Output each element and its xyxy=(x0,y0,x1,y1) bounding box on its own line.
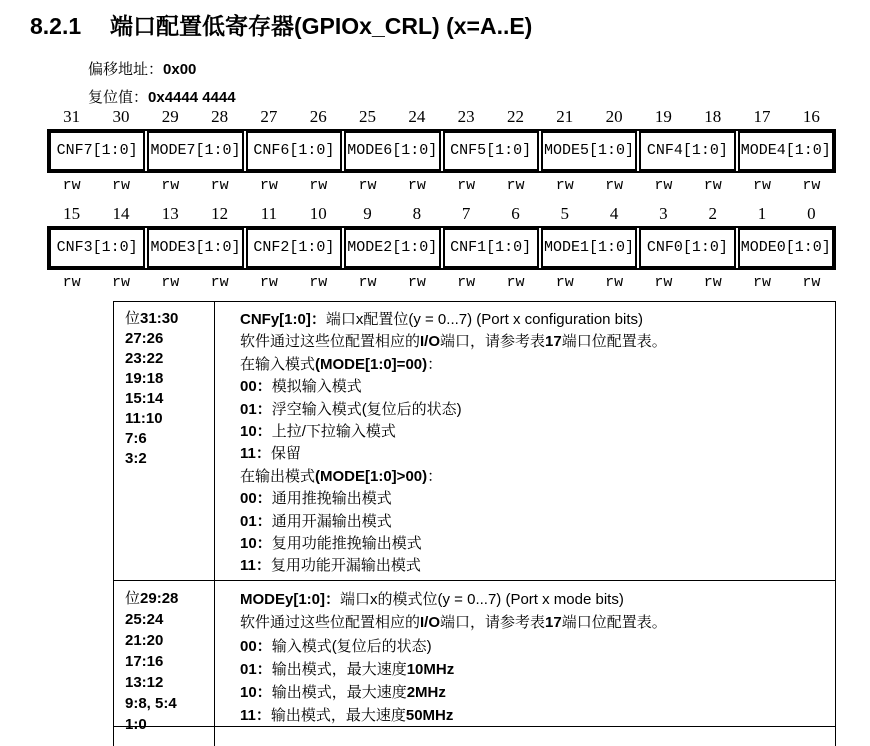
bit-field-cell: CNF4[1:0] xyxy=(639,131,735,171)
access-type: rw xyxy=(654,177,673,194)
bit-number: 9 xyxy=(363,204,372,223)
bit-fields-row xyxy=(47,129,836,173)
desc-line xyxy=(240,555,835,577)
text-segment: 通用推挽输出模式 xyxy=(271,490,392,508)
access-type: rw xyxy=(753,274,772,291)
access-type: rw xyxy=(605,177,624,194)
text-segment: 25:24 xyxy=(125,611,164,628)
desc-line xyxy=(240,331,835,353)
bit-number: 6 xyxy=(511,204,520,223)
register-row-group xyxy=(47,205,836,291)
access-type: rw xyxy=(111,177,130,194)
desc-line xyxy=(125,588,214,609)
text-segment: 29:28 xyxy=(140,590,179,607)
access-type: rw xyxy=(309,177,328,194)
text-segment: 输出模式，最大速度 xyxy=(270,707,406,725)
desc-line xyxy=(240,635,835,658)
bit-number: 8 xyxy=(412,204,422,223)
text-segment: I/O xyxy=(420,614,441,632)
text-segment: 模拟输入模式 xyxy=(271,378,362,396)
access-type: rw xyxy=(457,177,476,194)
text-segment: 50MHz xyxy=(405,707,454,725)
access-type: rw xyxy=(210,177,229,194)
text-segment: 通用开漏输出模式 xyxy=(271,512,392,530)
desc-line xyxy=(125,429,214,449)
access-type: rw xyxy=(259,274,278,291)
bit-fields-row xyxy=(47,226,836,270)
bit-number: 21 xyxy=(556,107,574,126)
description-table xyxy=(113,301,836,746)
access-type: rw xyxy=(210,274,229,291)
desc-bits-cell xyxy=(114,302,215,580)
access-type: rw xyxy=(555,177,574,194)
text-segment: 复用功能开漏输出模式 xyxy=(270,557,421,575)
bit-number: 4 xyxy=(609,204,619,223)
text-segment: 19:18 xyxy=(125,370,164,387)
text-segment: 27:26 xyxy=(125,330,164,347)
desc-line xyxy=(240,611,835,634)
text-segment: 01： xyxy=(240,400,272,418)
text-segment: MODEy[1:0]： xyxy=(240,591,341,608)
desc-line xyxy=(240,421,835,443)
bit-number: 1 xyxy=(757,204,767,223)
bit-number: 7 xyxy=(461,204,471,223)
bit-field-cell: MODE4[1:0] xyxy=(738,131,834,171)
text-segment: 输入模式(复位后的状态) xyxy=(271,637,432,655)
bit-number: 30 xyxy=(112,107,130,126)
text-segment: 10： xyxy=(240,423,272,441)
text-segment: I/O xyxy=(420,333,441,351)
access-row xyxy=(47,275,836,291)
bit-number: 26 xyxy=(309,107,327,126)
access-type: rw xyxy=(407,274,426,291)
desc-line xyxy=(240,588,835,611)
bit-number: 14 xyxy=(112,204,130,223)
section-heading xyxy=(30,8,532,41)
desc-line xyxy=(240,399,835,421)
text-segment: 11： xyxy=(240,707,271,725)
bit-number: 3 xyxy=(659,204,668,223)
text-segment: 10： xyxy=(240,535,272,553)
access-type: rw xyxy=(358,177,377,194)
bit-number: 29 xyxy=(161,107,179,126)
text-segment: 端口x的模式位(y = 0...7) (Port x mode bits) xyxy=(340,591,624,608)
text-segment: 上拉/下拉输入模式 xyxy=(271,423,396,441)
text-segment: 13:12 xyxy=(125,674,164,691)
desc-line xyxy=(240,376,835,398)
bit-number: 0 xyxy=(807,204,816,223)
bit-number: 28 xyxy=(211,107,229,126)
access-type: rw xyxy=(506,274,525,291)
bit-number: 24 xyxy=(408,107,426,126)
text-segment: 00： xyxy=(240,490,272,508)
desc-line xyxy=(240,681,835,704)
bit-number: 20 xyxy=(605,107,623,126)
offset-address-line xyxy=(88,58,196,79)
desc-line xyxy=(240,466,835,488)
bit-number: 11 xyxy=(260,204,278,223)
text-segment: 软件通过这些位配置相应的 xyxy=(240,333,421,351)
bit-numbers-row xyxy=(47,108,836,126)
access-type: rw xyxy=(407,177,426,194)
text-segment: 在输出模式 xyxy=(240,467,316,485)
text-segment: 在输入模式 xyxy=(240,355,316,373)
access-type: rw xyxy=(703,177,722,194)
text-segment: 保留 xyxy=(270,445,301,463)
access-type: rw xyxy=(161,177,180,194)
reset-value-line xyxy=(88,86,236,107)
text-segment: 9:8, 5:4 xyxy=(125,695,177,712)
text-segment: 7:6 xyxy=(125,430,147,447)
text-segment: 17:16 xyxy=(125,653,164,670)
access-type: rw xyxy=(62,177,81,194)
access-type: rw xyxy=(309,274,328,291)
text-segment: 端口，请参考表 xyxy=(440,333,546,351)
text-segment: 位 xyxy=(125,310,141,327)
desc-line xyxy=(125,693,214,714)
text-segment: 端口，请参考表 xyxy=(440,614,546,632)
text-segment: 21:20 xyxy=(125,632,164,649)
bit-number: 22 xyxy=(506,107,524,126)
desc-line xyxy=(125,630,214,651)
desc-row-cutoff xyxy=(114,727,835,746)
desc-line xyxy=(240,309,835,331)
text-segment: 端口位配置表。 xyxy=(561,614,667,632)
desc-line xyxy=(125,651,214,672)
text-segment: 31:30 xyxy=(140,310,179,327)
desc-line xyxy=(125,409,214,429)
text-segment: 11： xyxy=(240,557,271,575)
text-segment: 11:10 xyxy=(125,410,163,427)
text-segment: 位 xyxy=(125,590,141,607)
offset-label: 偏移地址： xyxy=(88,61,164,78)
desc-line xyxy=(125,672,214,693)
desc-text-cell xyxy=(215,581,835,726)
bit-field-cell: MODE2[1:0] xyxy=(344,228,440,268)
access-type: rw xyxy=(161,274,180,291)
bit-number: 18 xyxy=(704,107,722,126)
bit-field-cell: MODE5[1:0] xyxy=(541,131,637,171)
text-segment: 软件通过这些位配置相应的 xyxy=(240,614,421,632)
bit-number: 27 xyxy=(260,107,278,126)
bit-field-cell: CNF0[1:0] xyxy=(639,228,735,268)
text-segment: 3:2 xyxy=(125,450,147,467)
bit-field-cell: MODE6[1:0] xyxy=(344,131,440,171)
section-number: 8.2.1 xyxy=(30,13,82,39)
bit-field-cell: CNF1[1:0] xyxy=(443,228,539,268)
bit-number: 13 xyxy=(161,204,179,223)
bit-number: 17 xyxy=(753,107,771,126)
desc-line xyxy=(125,309,214,329)
text-segment: ： xyxy=(427,355,443,373)
access-type: rw xyxy=(259,177,278,194)
desc-bits-cell xyxy=(114,727,215,746)
text-segment: 11： xyxy=(240,445,271,463)
bit-number: 31 xyxy=(63,107,81,126)
text-segment: 10MHz xyxy=(406,660,455,678)
text-segment: (MODE[1:0]=00) xyxy=(315,355,428,373)
text-segment: 10： xyxy=(240,684,272,702)
access-type: rw xyxy=(555,274,574,291)
section-title: 端口配置低寄存器(GPIOx_CRL) (x=A..E) xyxy=(110,13,533,39)
text-segment: 01： xyxy=(240,512,272,530)
desc-line xyxy=(125,449,214,469)
desc-line xyxy=(240,533,835,555)
desc-line xyxy=(240,704,835,726)
desc-row xyxy=(114,302,835,581)
text-segment: 17 xyxy=(545,614,562,632)
desc-bits-cell xyxy=(114,581,215,733)
text-segment: ： xyxy=(427,467,443,485)
bit-field-cell: MODE1[1:0] xyxy=(541,228,637,268)
bit-numbers-row xyxy=(47,205,836,223)
access-type: rw xyxy=(654,274,673,291)
desc-line xyxy=(125,609,214,630)
bit-field-cell: MODE0[1:0] xyxy=(738,228,834,268)
access-type: rw xyxy=(111,274,130,291)
access-type: rw xyxy=(802,177,821,194)
text-segment: 浮空输入模式(复位后的状态) xyxy=(271,400,462,418)
bit-number: 25 xyxy=(359,107,377,126)
access-type: rw xyxy=(358,274,377,291)
reset-value: 0x4444 4444 xyxy=(148,89,236,106)
access-type: rw xyxy=(62,274,81,291)
desc-line xyxy=(125,349,214,369)
desc-text-cell xyxy=(215,302,835,580)
register-row-group xyxy=(47,108,836,194)
desc-line xyxy=(240,658,835,681)
offset-value: 0x00 xyxy=(163,61,197,78)
desc-line xyxy=(240,443,835,465)
text-segment: 15:14 xyxy=(125,390,164,407)
desc-line xyxy=(125,389,214,409)
bit-number: 2 xyxy=(708,204,717,223)
access-type: rw xyxy=(506,177,525,194)
text-segment: 17 xyxy=(545,333,562,351)
text-segment: 2MHz xyxy=(406,684,446,702)
desc-row xyxy=(114,581,835,733)
text-segment: CNFy[1:0]： xyxy=(240,311,326,328)
access-type: rw xyxy=(457,274,476,291)
bit-number: 12 xyxy=(211,204,229,223)
reset-label: 复位值： xyxy=(88,89,149,106)
access-type: rw xyxy=(605,274,624,291)
text-segment: (MODE[1:0]>00) xyxy=(315,467,428,485)
text-segment: 端口位配置表。 xyxy=(561,333,667,351)
bit-number: 10 xyxy=(309,204,327,223)
bit-field-cell: CNF7[1:0] xyxy=(49,131,145,171)
bit-field-cell: CNF2[1:0] xyxy=(246,228,342,268)
register-bit-table xyxy=(47,108,836,302)
bit-number: 15 xyxy=(63,204,81,223)
desc-line xyxy=(240,488,835,510)
bit-number: 19 xyxy=(654,107,672,126)
text-segment: 1:0 xyxy=(125,716,147,733)
text-segment: 输出模式，最大速度 xyxy=(271,660,407,678)
bit-number: 16 xyxy=(802,107,820,126)
text-segment: 00： xyxy=(240,637,272,655)
text-segment: 00： xyxy=(240,378,272,396)
bit-number: 23 xyxy=(457,107,475,126)
bit-field-cell: CNF6[1:0] xyxy=(246,131,342,171)
desc-line xyxy=(240,511,835,533)
bit-field-cell: MODE7[1:0] xyxy=(147,131,243,171)
text-segment: 输出模式，最大速度 xyxy=(271,684,407,702)
text-segment: 端口x配置位(y = 0...7) (Port x configuration bits) xyxy=(325,311,644,328)
text-segment: 23:22 xyxy=(125,350,164,367)
desc-line xyxy=(125,329,214,349)
text-segment: 复用功能推挽输出模式 xyxy=(271,535,422,553)
bit-field-cell: CNF5[1:0] xyxy=(443,131,539,171)
desc-text-cell xyxy=(215,727,835,746)
access-type: rw xyxy=(703,274,722,291)
text-segment: 01： xyxy=(240,660,272,678)
access-type: rw xyxy=(753,177,772,194)
access-row xyxy=(47,178,836,194)
desc-line xyxy=(125,369,214,389)
access-type: rw xyxy=(802,274,821,291)
bit-field-cell: MODE3[1:0] xyxy=(147,228,243,268)
desc-line xyxy=(240,354,835,376)
bit-number: 5 xyxy=(560,204,570,223)
bit-field-cell: CNF3[1:0] xyxy=(49,228,145,268)
